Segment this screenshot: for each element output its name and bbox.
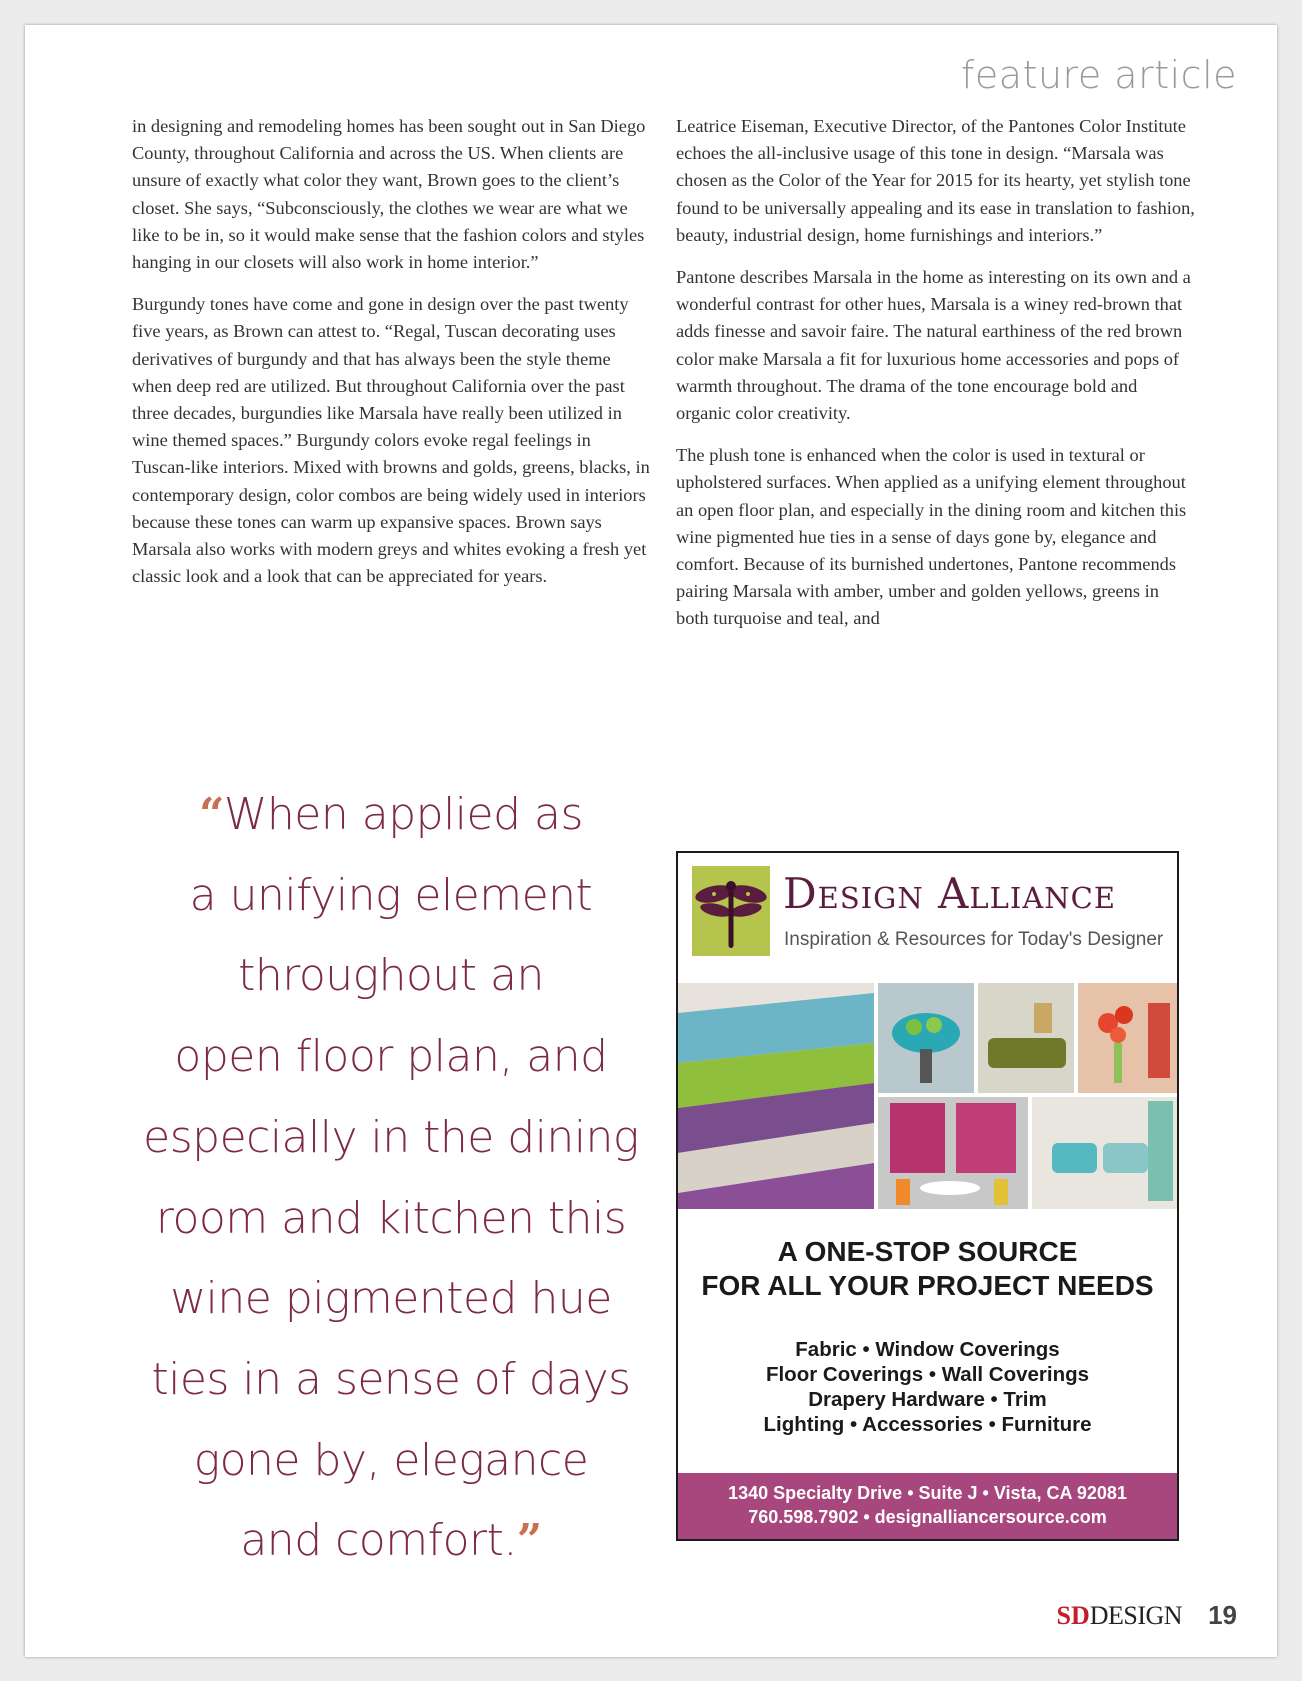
design-logo-text: DESIGN: [1089, 1601, 1183, 1630]
page-number: 19: [1208, 1600, 1237, 1630]
paragraph: The plush tone is enhanced when the color is used in textural or upholstered surfaces. When applied as a unifying element throughout an open floor plan, and especially in the dining room and kitchen this wine pigmented hue ties in a sense of days gone by, elegance and comfort. Because of its burnished undertones, Pantone recommends pairing Marsala with amber, umber and golden yellows, greens in both turquoise and teal, and: [676, 445, 1187, 629]
article-column-right: [676, 113, 1196, 648]
open-quote-mark: “: [199, 789, 224, 840]
pull-quote-line: gone by, elegance: [193, 1434, 589, 1486]
pull-quote-line: and comfort.”: [240, 1515, 542, 1567]
paragraph: Leatrice Eiseman, Executive Director, of the Pantones Color Institute echoes the all-inclusive usage of this tone in design. “Marsala was chosen as the Color of the Year for 2015 for its hearty, yet stylish tone found to be universally appealing and its ease in translation to fashion, beauty, industrial design, home furnishings and interiors.”: [676, 116, 1195, 245]
pull-quote-line: room and kitchen this: [155, 1192, 627, 1244]
ad-services-list: [678, 1337, 1177, 1437]
page-folio: [1056, 1600, 1237, 1631]
pull-quote-line: especially in the dining: [143, 1111, 639, 1163]
ad-tagline: Inspiration & Resources for Today's Designer: [784, 929, 1164, 950]
dragonfly-logo-icon: [692, 866, 770, 956]
ad-headline: A ONE-STOP SOURCE FOR ALL YOUR PROJECT NEEDS: [701, 1236, 1154, 1301]
service-line: Drapery Hardware • Trim: [808, 1388, 1047, 1411]
paragraph: Pantone describes Marsala in the home as interesting on its own and a wonderful contrast for other hues, Marsala is a winey red-brown that adds finesse and savoir faire. The natural earthiness of the red brown color make Marsala a fit for luxurious home accessories and pops of warmth throughout. The drama of the tone encourage bold and organic color creativity.: [676, 267, 1191, 424]
ad-contact[interactable]: 760.598.7902 • designalliancersource.com: [748, 1507, 1107, 1527]
design-alliance-advertisement[interactable]: [676, 851, 1179, 1541]
paragraph: Burgundy tones have come and gone in design over the past twenty five years, as Brown can attest to. “Regal, Tuscan decorating uses derivatives of burgundy and that has always been the style theme when deep red are utilized. But throughout California over the past three decades, burgundies like Marsala have really been utilized in wine themed spaces.” Burgundy colors evoke regal feelings in Tuscan-like interiors. Mixed with browns and golds, greens, blacks, in contemporary design, color combos are being widely used in interiors because these tones can warm up expansive spaces. Brown says Marsala also works with modern greys and whites evoking a fresh yet classic look and a look that can be appreciated for years.: [132, 294, 650, 587]
pull-quote-line: a unifying element: [189, 869, 593, 921]
pull-quote-line: ties in a sense of days: [151, 1353, 631, 1405]
pull-quote-line: throughout an: [238, 950, 544, 1002]
magazine-page: [25, 25, 1277, 1657]
interior-photo-collage: [678, 983, 1177, 1209]
sd-logo-text: SD: [1056, 1601, 1090, 1630]
service-line: Floor Coverings • Wall Coverings: [765, 1363, 1090, 1386]
pull-quote-line: wine pigmented hue: [170, 1273, 612, 1325]
ad-contact-bar: [678, 1473, 1177, 1539]
pull-quote-line: “When applied as: [199, 789, 583, 840]
article-column-left: [132, 113, 652, 605]
service-line: Lighting • Accessories • Furniture: [763, 1413, 1092, 1436]
section-label: feature article: [961, 53, 1237, 97]
ad-brand-name: Design Alliance: [783, 869, 1117, 918]
service-line: Fabric • Window Coverings: [795, 1338, 1060, 1361]
ad-address: 1340 Specialty Drive • Suite J • Vista, CA 92081: [728, 1483, 1127, 1503]
close-quote-mark: ”: [516, 1515, 542, 1567]
pull-quote: [132, 775, 650, 1582]
pull-quote-line: open floor plan, and: [174, 1031, 608, 1083]
paragraph: in designing and remodeling homes has been sought out in San Diego County, throughout California and across the US. When clients are unsure of exactly what color they want, Brown goes to the client’s closet. She says, “Subconsciously, the clothes we wear are what we like to be in, so it would make sense that the fashion colors and styles hanging in our closets will also work in home interior.”: [132, 116, 646, 273]
